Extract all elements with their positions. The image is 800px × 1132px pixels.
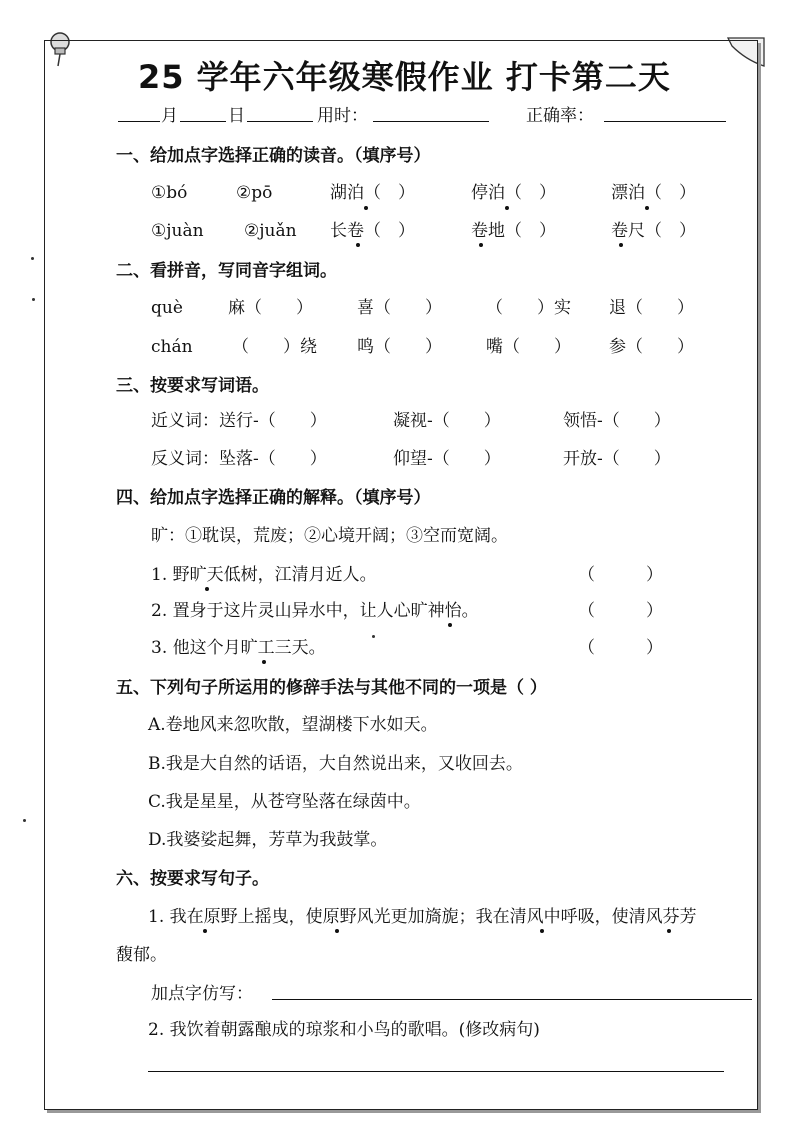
- q1-option: ①juàn: [151, 221, 204, 241]
- q4-answer-blank[interactable]: （ ）: [578, 601, 663, 621]
- q2-item[interactable]: 喜（ ）: [357, 298, 442, 318]
- emphasis-dot: [619, 243, 623, 247]
- q1-option: ②pō: [236, 183, 273, 203]
- q3-heading: 三、按要求写词语。: [116, 376, 269, 396]
- q3-item[interactable]: 领悟-（ ）: [563, 411, 671, 431]
- emphasis-dot: [540, 929, 544, 933]
- q3-item[interactable]: 近义词：送行-（ ）: [151, 411, 327, 431]
- emphasis-dot: [262, 660, 266, 664]
- q2-item[interactable]: （ ）实: [486, 298, 571, 318]
- scan-speck: [31, 257, 34, 260]
- scan-speck: [32, 298, 35, 301]
- page-title: 25 学年六年级寒假作业 打卡第二天: [138, 58, 671, 96]
- q2-item[interactable]: 麻（ ）: [228, 298, 313, 318]
- q1-option: ②juǎn: [244, 221, 297, 241]
- q6-sentence-1: 1. 我在原野上摇曳，使原野风光更加旖旎；我在清风中呼吸，使清风芬芳: [148, 907, 697, 927]
- q1-item[interactable]: 漂泊（ ）: [611, 183, 696, 203]
- emphasis-dot: [479, 243, 483, 247]
- q6-sentence-1-cont: 馥郁。: [116, 945, 167, 965]
- emphasis-dot: [203, 929, 207, 933]
- q3-item[interactable]: 开放-（ ）: [563, 449, 671, 469]
- q1-item[interactable]: 停泊（ ）: [471, 183, 556, 203]
- q2-item[interactable]: 退（ ）: [609, 298, 694, 318]
- q5-option-a[interactable]: A.卷地风来忽吹散，望湖楼下水如天。: [148, 715, 438, 735]
- q4-item: 1. 野旷天低树，江清月近人。: [151, 565, 377, 585]
- time-label: 用时：: [317, 106, 368, 126]
- emphasis-dot: [205, 587, 209, 591]
- q3-item[interactable]: 凝视-（ ）: [393, 411, 501, 431]
- q1-item[interactable]: 湖泊（ ）: [330, 183, 415, 203]
- q4-definition: 旷：①耽误，荒废；②心境开阔；③空而宽阔。: [151, 526, 508, 546]
- q1-item[interactable]: 卷尺（ ）: [611, 221, 696, 241]
- emphasis-dot: [364, 206, 368, 210]
- q4-answer-blank[interactable]: （ ）: [578, 565, 663, 585]
- q4-answer-blank[interactable]: （ ）: [578, 638, 663, 658]
- q5-option-c[interactable]: C.我是星星，从苍穹坠落在绿茵中。: [148, 792, 421, 812]
- accuracy-blank[interactable]: [604, 121, 726, 122]
- month-label: 月: [161, 106, 178, 126]
- q2-item[interactable]: 鸣（ ）: [357, 337, 442, 357]
- q5-heading: 五、下列句子所运用的修辞手法与其他不同的一项是（ ）: [116, 678, 547, 698]
- emphasis-dot: [335, 929, 339, 933]
- q3-item[interactable]: 仰望-（ ）: [393, 449, 501, 469]
- month-blank[interactable]: [118, 121, 160, 122]
- day-blank[interactable]: [180, 121, 226, 122]
- emphasis-dot: [356, 243, 360, 247]
- q1-item[interactable]: 长卷（ ）: [330, 221, 415, 241]
- q6-sentence-2: 2. 我饮着朝露酿成的琼浆和小鸟的歌唱。(修改病句): [148, 1020, 540, 1040]
- q1-item[interactable]: 卷地（ ）: [471, 221, 556, 241]
- emphasis-dot: [448, 623, 452, 627]
- scan-speck: [372, 635, 375, 638]
- q6-imitate-answer-line[interactable]: [272, 999, 752, 1000]
- q2-item[interactable]: 嘴（ ）: [486, 337, 571, 357]
- q6-heading: 六、按要求写句子。: [116, 869, 269, 889]
- q5-option-d[interactable]: D.我婆娑起舞，芳草为我鼓掌。: [148, 830, 388, 850]
- q4-item: 2. 置身于这片灵山异水中，让人心旷神怡。: [151, 601, 479, 621]
- day-label: 日: [228, 106, 245, 126]
- emphasis-dot: [645, 206, 649, 210]
- time-blank-2[interactable]: [373, 121, 489, 122]
- q1-option: ①bó: [151, 183, 188, 203]
- time-blank-1[interactable]: [247, 121, 313, 122]
- q3-item[interactable]: 反义词：坠落-（ ）: [151, 449, 327, 469]
- q4-item: 3. 他这个月旷工三天。: [151, 638, 326, 658]
- emphasis-dot: [667, 929, 671, 933]
- q6-imitate-label: 加点字仿写：: [151, 984, 253, 1004]
- scan-speck: [23, 819, 26, 822]
- q2-item[interactable]: （ ）绕: [232, 337, 317, 357]
- q6-revise-answer-line[interactable]: [148, 1071, 724, 1072]
- accuracy-label: 正确率：: [526, 106, 594, 126]
- q2-heading: 二、看拼音，写同音字组词。: [116, 261, 337, 281]
- emphasis-dot: [505, 206, 509, 210]
- q1-heading: 一、给加点字选择正确的读音。（填序号）: [116, 146, 431, 166]
- q2-item[interactable]: 参（ ）: [609, 337, 694, 357]
- q5-option-b[interactable]: B.我是大自然的话语，大自然说出来，又收回去。: [148, 754, 523, 774]
- q2-pinyin: què: [151, 298, 183, 318]
- q2-pinyin: chán: [151, 337, 193, 357]
- q4-heading: 四、给加点字选择正确的解释。（填序号）: [116, 488, 431, 508]
